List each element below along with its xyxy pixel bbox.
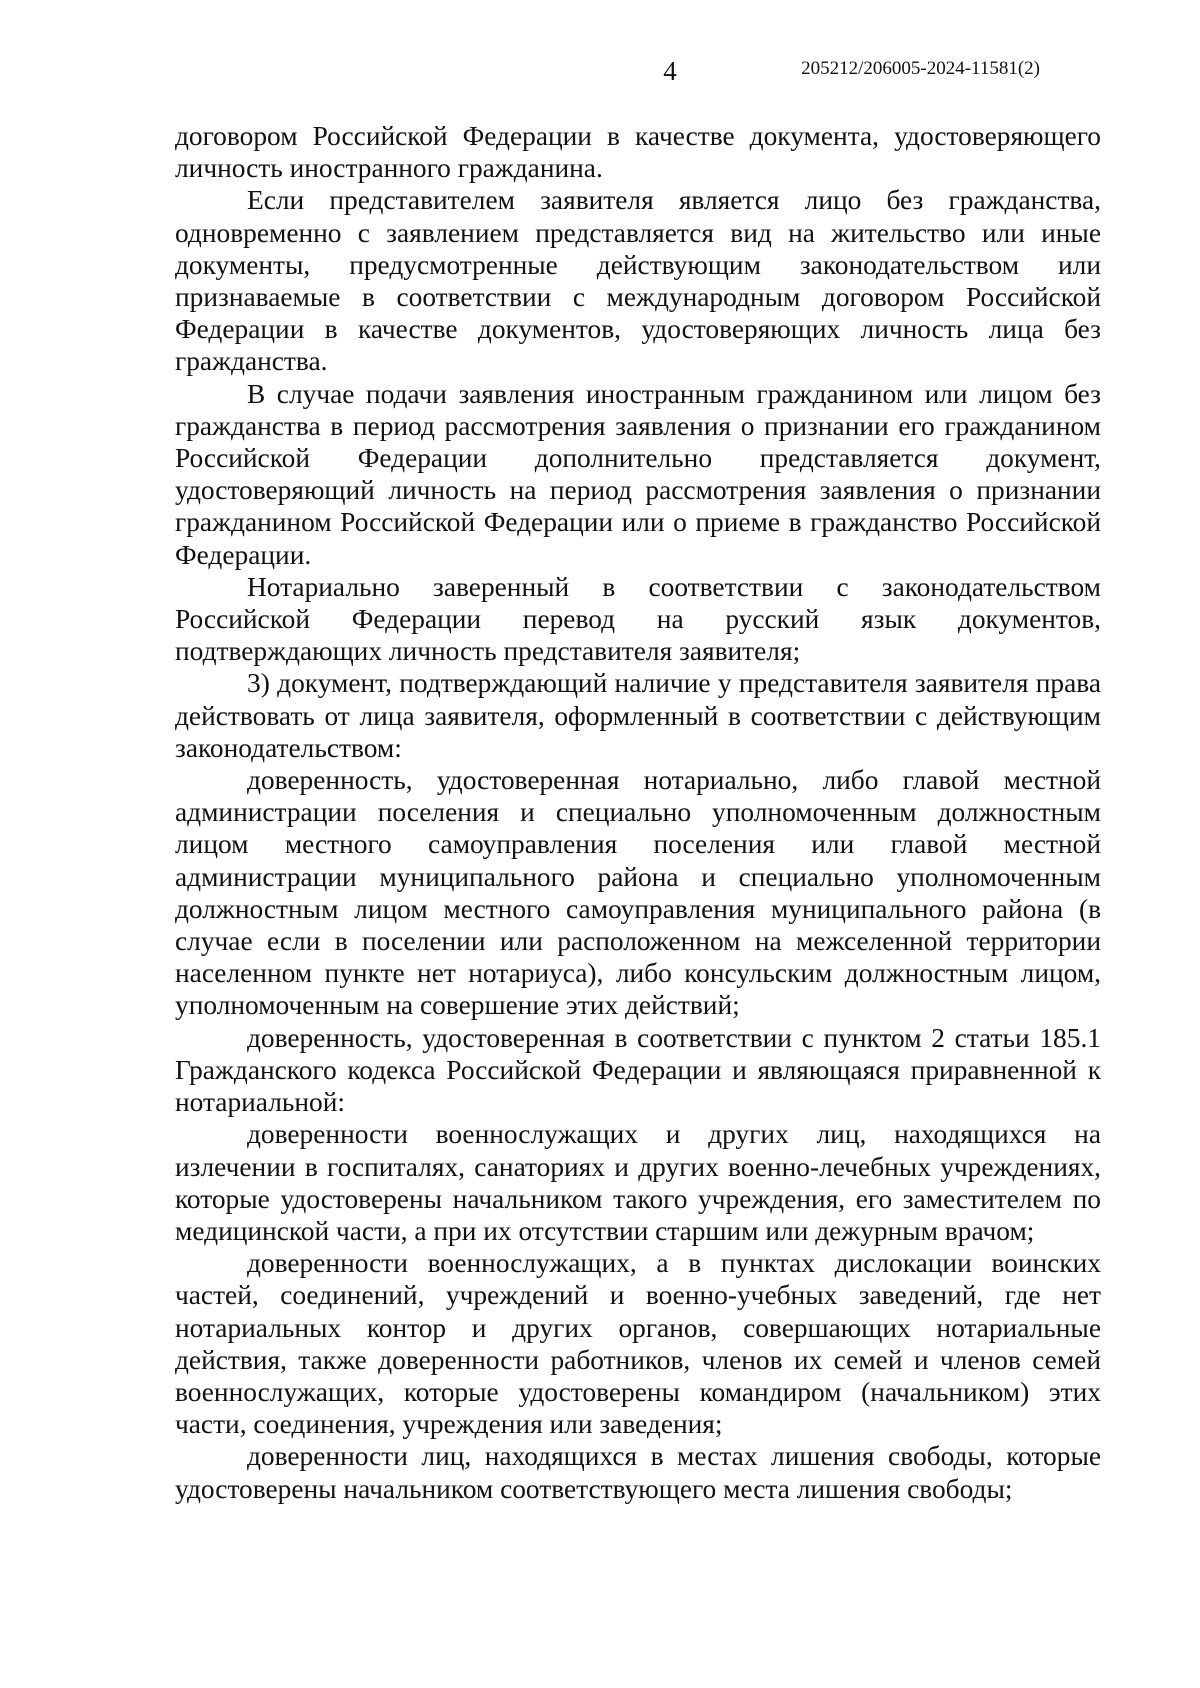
page-number: 4	[663, 56, 677, 86]
document-number: 205212/206005-2024-11581(2)	[801, 58, 1040, 79]
paragraph: доверенности лиц, находящихся в местах лишения свободы, которые удостоверены начальником соответствующего места лишения свободы;	[175, 1441, 1101, 1504]
paragraph: Если представителем заявителя является лицо без гражданства, одновременно с заявлением представляется вид на жительство или иные документы, предусмотренные действующим законодательством или признаваемые в соответствии с международным договором Российской Федерации в качестве документов, удостоверяющих личность лица без гражданства.	[175, 185, 1101, 377]
paragraph: Нотариально заверенный в соответствии с законодательством Российской Федерации перевод на русский язык документов, подтверждающих личность представителя заявителя;	[175, 571, 1101, 667]
paragraph: доверенности военнослужащих и других лиц, находящихся на излечении в госпиталях, санаториях и других военно-лечебных учреждениях, которые удостоверены начальником такого учреждения, его заместителем по медицинской части, а при их отсутствии старшим или дежурным врачом;	[175, 1119, 1101, 1246]
paragraph: доверенность, удостоверенная нотариально, либо главой местной администрации поселения и специально уполномоченным должностным лицом местного самоуправления поселения или главой местной администрации муниципального района и специально уполномоченным должностным лицом местного самоуправления муниципального района (в случае если в поселении или расположенном на межселенной территории населенном пункте нет нотариуса), либо консульским должностным лицом, уполномоченным на совершение этих действий;	[175, 765, 1101, 1021]
paragraph: договором Российской Федерации в качестве документа, удостоверяющего личность иностранного гражданина.	[175, 121, 1101, 184]
paragraph: 3) документ, подтверждающий наличие у представителя заявителя права действовать от лица заявителя, оформленный в соответствии с действующим законодательством:	[175, 668, 1101, 763]
paragraph: доверенность, удостоверенная в соответствии с пунктом 2 статьи 185.1 Гражданского кодекса Российской Федерации и являющаяся приравненной к нотариальной:	[175, 1022, 1101, 1118]
paragraph: доверенности военнослужащих, а в пунктах дислокации воинских частей, соединений, учреждений и военно-учебных заведений, где нет нотариальных контор и других органов, совершающих нотариальные действия, также доверенности работников, членов их семей и членов семей военнослужащих, которые удостоверены командиром (начальником) этих части, соединения, учреждения или заведения;	[175, 1248, 1101, 1440]
document-body	[175, 120, 1101, 1505]
paragraph: В случае подачи заявления иностранным гражданином или лицом без гражданства в период рассмотрения заявления о признании его гражданином Российской Федерации дополнительно представляется документ, удостоверяющий личность на период рассмотрения заявления о признании гражданином Российской Федерации или о приеме в гражданство Российской Федерации.	[175, 378, 1101, 570]
